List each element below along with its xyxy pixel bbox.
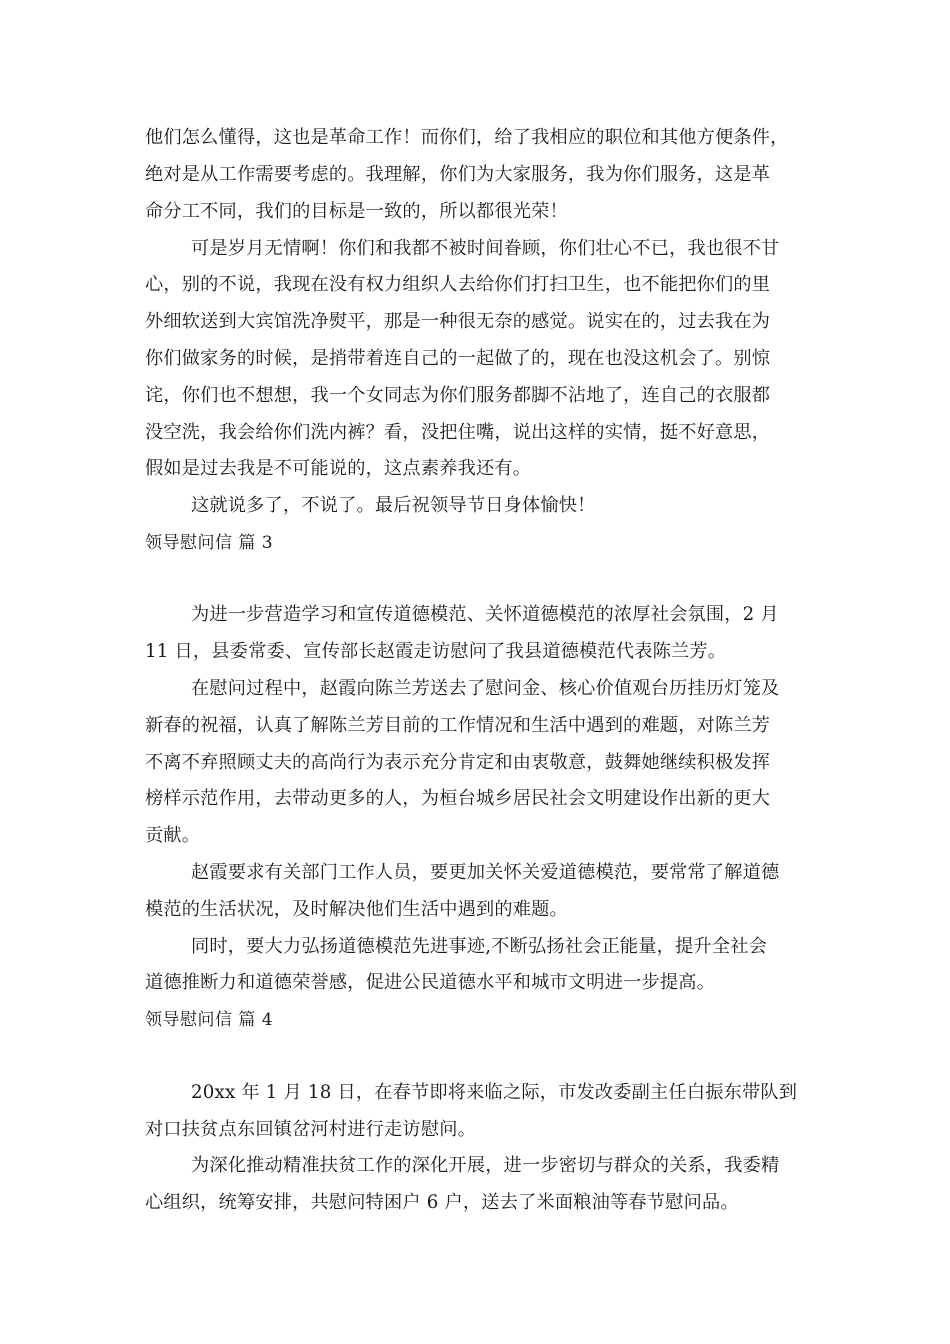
- text-line: 心，别的不说，我现在没有权力组织人去给你们打扫卫生，也不能把你们的里: [145, 274, 771, 295]
- text-line: 你们做家务的时候，是捎带着连自己的一起做了的，现在也没这机会了。别惊: [145, 348, 771, 369]
- text-line: 命分工不同，我们的目标是一致的，所以都很光荣！: [145, 201, 568, 222]
- text-line: 在慰问过程中，赵霞向陈兰芳送去了慰问金、核心价值观台历挂历灯笼及: [191, 678, 780, 699]
- text-line: 可是岁月无情啊！你们和我都不被时间眷顾，你们壮心不已，我也很不甘: [191, 238, 780, 259]
- text-line: 11 日，县委常委、宣传部长赵霞走访慰问了我县道德模范代表陈兰芳。: [145, 641, 727, 662]
- section-heading: 领导慰问信 篇 4: [145, 1010, 274, 1030]
- text-line: 20xx 年 1 月 18 日，在春节即将来临之际，市发改委副主任白振东带队到: [191, 1082, 798, 1103]
- section-heading: 领导慰问信 篇 3: [145, 533, 274, 553]
- text-line: 没空洗，我会给你们洗内裤？看，没把住嘴，说出这样的实情，挺不好意思，: [145, 422, 771, 443]
- text-line: 他们怎么懂得，这也是革命工作！而你们，给了我相应的职位和其他方便条件，: [145, 127, 789, 148]
- text-line: 假如是过去我是不可能说的，这点素养我还有。: [145, 458, 532, 479]
- text-line: 榜样示范作用，去带动更多的人，为桓台城乡居民社会文明建设作出新的更大: [145, 788, 771, 809]
- text-line: 绝对是从工作需要考虑的。我理解，你们为大家服务，我为你们服务，这是革: [145, 164, 771, 185]
- text-line: 外细软送到大宾馆洗净熨平，那是一种很无奈的感觉。说实在的，过去我在为: [145, 311, 771, 332]
- text-line: 对口扶贫点东回镇岔河村进行走访慰问。: [145, 1119, 476, 1140]
- text-line: 贡献。: [145, 825, 201, 846]
- text-line: 不离不弃照顾丈夫的高尚行为表示充分肯定和由衷敬意，鼓舞她继续积极发挥: [145, 752, 771, 773]
- text-line: 模范的生活状况，及时解决他们生活中遇到的难题。: [145, 899, 568, 920]
- text-line: 赵霞要求有关部门工作人员，要更加关怀关爱道德模范，要常常了解道德: [191, 862, 780, 883]
- text-line: 同时，要大力弘扬道德模范先进事迹,不断弘扬社会正能量，提升全社会: [191, 936, 767, 957]
- text-line: 这就说多了，不说了。最后祝领导节日身体愉快！: [191, 495, 596, 516]
- text-line: 心组织，统筹安排，共慰问特困户 6 户，送去了米面粮油等春节慰问品。: [145, 1192, 739, 1213]
- text-line: 道德推断力和道德荣誉感，促进公民道德水平和城市文明进一步提高。: [145, 972, 716, 993]
- text-line: 诧，你们也不想想，我一个女同志为你们服务都脚不沾地了，连自己的衣服都: [145, 385, 771, 406]
- text-line: 为进一步营造学习和宣传道德模范、关怀道德模范的浓厚社会氛围，2 月: [191, 604, 779, 625]
- text-line: 为深化推动精准扶贫工作的深化开展，进一步密切与群众的关系，我委精: [191, 1155, 780, 1176]
- text-line: 新春的祝福，认真了解陈兰芳目前的工作情况和生活中遇到的难题，对陈兰芳: [145, 715, 771, 736]
